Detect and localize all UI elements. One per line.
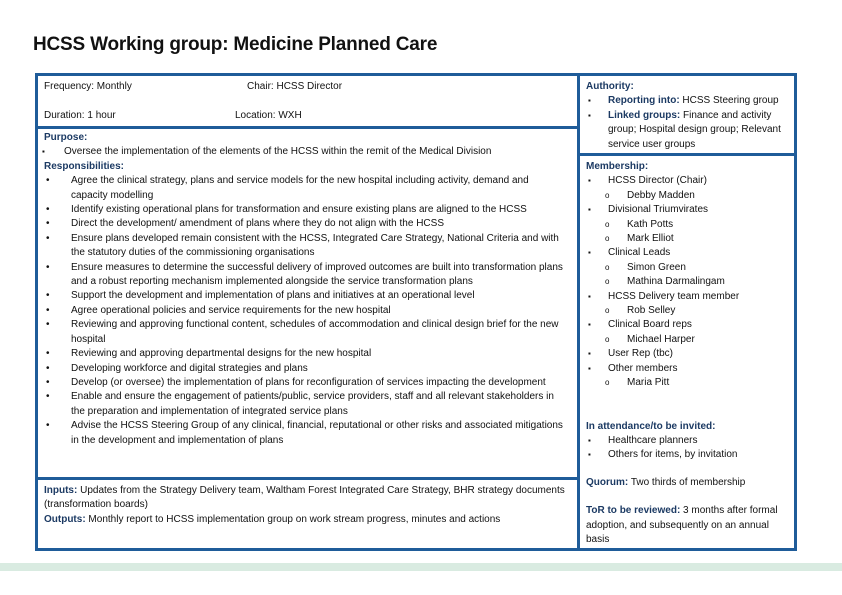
list-item <box>586 109 788 152</box>
list-item: • Developing workforce and digital strategies and plans <box>44 362 565 376</box>
membership-role <box>586 318 788 347</box>
quorum <box>586 476 788 490</box>
membership-list <box>586 174 788 390</box>
authority-heading: Authority: <box>586 81 634 92</box>
inputs-label: Inputs: <box>44 485 78 496</box>
attendance-list <box>586 434 788 463</box>
location-value: WXH <box>275 110 302 121</box>
frequency-value: Monthly <box>94 81 132 92</box>
purpose-responsibilities-box <box>35 126 580 480</box>
role-label: Divisional Triumvirates <box>608 204 709 216</box>
list-item <box>586 94 788 108</box>
chair <box>247 81 342 92</box>
list-item: • Identify existing operational plans for transformation and ensure existing plans are aligned to the HCSS <box>44 203 565 217</box>
outputs-label: Outputs: <box>44 513 86 525</box>
inputs-value: Updates from the Strategy Delivery team, Waltham Forest Integrated Care Strategy, BHR strategy documents (transformation boards) <box>44 485 565 511</box>
purpose-heading: Purpose: <box>44 132 88 143</box>
member: o Michael Harper <box>586 333 788 347</box>
membership-box <box>577 153 797 551</box>
authority-box <box>577 73 797 156</box>
membership-heading: Membership: <box>586 161 649 172</box>
role-label: Other members <box>608 362 678 374</box>
inputs-outputs-box <box>35 477 580 551</box>
member: o Simon Green <box>586 261 788 275</box>
duration-value: 1 hour <box>84 110 116 121</box>
outputs-value: Monthly report to HCSS implementation group on work stream progress, minutes and actions <box>85 513 501 525</box>
list-item: ▪ Oversee the implementation of the elements of the HCSS within the remit of the Medical Division <box>40 145 571 159</box>
reporting-label: Reporting into: <box>608 95 680 107</box>
list-item: • Reviewing and approving departmental designs for the new hospital <box>44 347 565 361</box>
chair-label: Chair: <box>247 81 274 92</box>
linked-value: Finance and activity group; Hospital design group; Relevant service user groups <box>608 109 781 150</box>
member: o Mark Elliot <box>586 232 788 246</box>
footer-bar <box>0 563 842 571</box>
member: o Rob Selley <box>586 304 788 318</box>
member-list <box>586 218 788 247</box>
quorum-label: Quorum: <box>586 476 629 488</box>
membership-role <box>586 290 788 319</box>
list-item: • Support the development and implementation of plans and initiatives at an operational level <box>44 289 565 303</box>
member-list <box>586 376 788 390</box>
list-item: • Develop (or oversee) the implementation of plans for reconfiguration of services impacting the development <box>44 376 565 390</box>
chair-value: HCSS Director <box>273 81 343 92</box>
outputs <box>44 513 571 527</box>
location-label: Location: <box>235 110 276 121</box>
list-item: • Direct the development/ amendment of plans where they do not align with the HCSS <box>44 217 565 231</box>
role-label: HCSS Director (Chair) <box>608 175 707 187</box>
page-title: HCSS Working group: Medicine Planned Care <box>33 34 438 55</box>
frequency-label: Frequency: <box>44 81 95 92</box>
list-item: ▪ Healthcare planners <box>586 434 788 448</box>
tor-label: ToR to be reviewed: <box>586 505 681 517</box>
duration-label: Duration: <box>44 110 85 121</box>
reporting-value: HCSS Steering group <box>679 95 779 107</box>
membership-role <box>586 203 788 246</box>
list-item: • Ensure measures to determine the successful delivery of improved outcomes are built into transformation plans and a robust reporting mechanism implemented alongside the service transformation plans <box>44 261 565 290</box>
tor-value: 3 months after formal adoption, and subsequently on an annual basis <box>586 505 778 545</box>
list-item: ▪ Others for items, by invitation <box>586 448 788 462</box>
role-label: User Rep (tbc) <box>608 348 674 360</box>
role-label: HCSS Delivery team member <box>608 290 740 302</box>
membership-role <box>586 362 788 391</box>
member-list <box>586 333 788 347</box>
inputs <box>44 484 571 513</box>
list-item: • Ensure plans developed remain consistent with the HCSS, Integrated Care Strategy, National Criteria and with the statutory duties of the commissioning organisations <box>44 232 565 261</box>
member-list <box>586 189 788 203</box>
attendance-heading: In attendance/to be invited: <box>586 420 716 432</box>
meta-box <box>35 73 580 129</box>
list-item: • Reviewing and approving functional content, schedules of accommodation and clinical design brief for the new hospital <box>44 318 565 347</box>
quorum-value: Two thirds of membership <box>628 476 746 488</box>
purpose-list <box>40 145 571 159</box>
membership-role <box>586 347 788 361</box>
list-item: • Agree the clinical strategy, plans and service models for the new hospital including activity, demand and capacity modelling <box>44 174 565 203</box>
tor-review <box>586 504 788 547</box>
frequency <box>44 81 132 92</box>
member: o Maria Pitt <box>586 376 788 390</box>
list-item: • Enable and ensure the engagement of patients/public, service providers, staff and all relevant stakeholders in the preparation and implementation of integrated service plans <box>44 390 565 419</box>
list-item: • Agree operational policies and service requirements for the new hospital <box>44 304 565 318</box>
responsibilities-list <box>44 174 571 448</box>
linked-label: Linked groups: <box>608 109 681 121</box>
role-label: Clinical Leads <box>608 247 671 259</box>
member: o Mathina Darmalingam <box>586 275 788 289</box>
member: o Kath Potts <box>586 218 788 232</box>
role-label: Clinical Board reps <box>608 319 692 331</box>
member-list <box>586 261 788 290</box>
member-list <box>586 304 788 318</box>
location <box>235 110 302 121</box>
duration <box>44 110 116 121</box>
membership-role <box>586 246 788 289</box>
authority-list <box>586 94 788 152</box>
membership-role <box>586 174 788 203</box>
list-item: • Advise the HCSS Steering Group of any clinical, financial, reputational or other risks and associated mitigations in the development and implementation of plans <box>44 419 565 448</box>
responsibilities-heading: Responsibilities: <box>44 160 125 172</box>
member: o Debby Madden <box>586 189 788 203</box>
